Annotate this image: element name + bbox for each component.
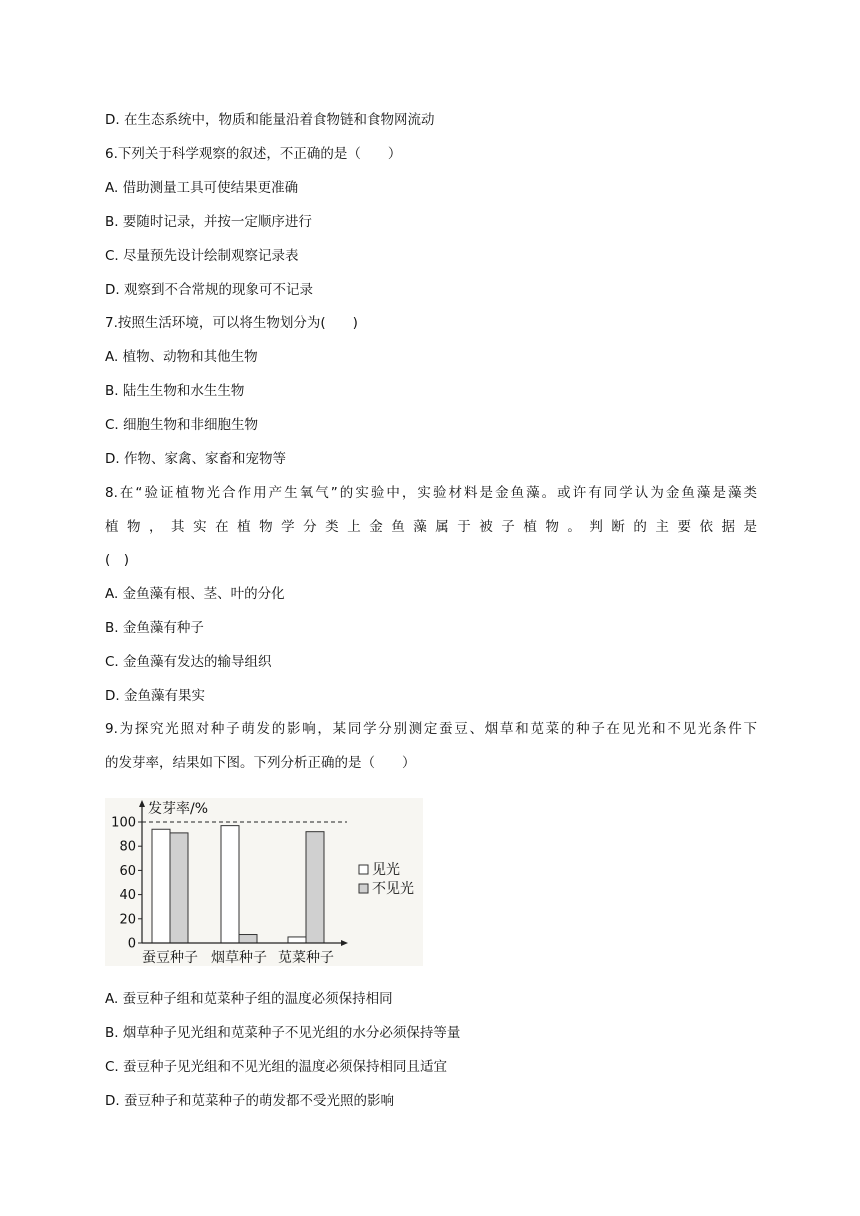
x-tick-label-2: 苋菜种子 bbox=[278, 950, 334, 966]
y-tick-label-2: 40 bbox=[119, 888, 136, 904]
bar-dark-1 bbox=[239, 935, 257, 943]
q6-option-d: D. 观察到不合常规的现象可不记录 bbox=[105, 282, 313, 298]
q9-option-a: A. 蚕豆种子组和苋菜种子组的温度必须保持相同 bbox=[105, 991, 393, 1007]
q9-option-b: B. 烟草种子见光组和苋菜种子不见光组的水分必须保持等量 bbox=[105, 1025, 461, 1041]
x-tick-label-1: 烟草种子 bbox=[211, 950, 267, 966]
q8-stem-line-3: ( ) bbox=[105, 552, 130, 568]
legend-swatch-0 bbox=[359, 865, 368, 874]
x-axis-arrow bbox=[341, 940, 348, 946]
q6-option-b: B. 要随时记录，并按一定顺序进行 bbox=[105, 214, 312, 230]
y-tick-label-0: 0 bbox=[127, 936, 136, 952]
q7-stem: 7.按照生活环境，可以将生物划分为( ) bbox=[105, 315, 358, 331]
q8-stem-line-1: 8.在“验证植物光合作用产生氧气”的实验中，实验材料是金鱼藻。或许有同学认为金鱼藻是藻类 bbox=[105, 485, 757, 501]
y-tick-label-5: 100 bbox=[111, 815, 136, 831]
q8-option-a: A. 金鱼藻有根、茎、叶的分化 bbox=[105, 586, 285, 602]
legend-swatch-1 bbox=[359, 884, 368, 893]
chart-svg bbox=[105, 798, 423, 966]
q6-stem: 6.下列关于科学观察的叙述，不正确的是（ ） bbox=[105, 146, 402, 162]
q9-stem-line-2: 的发芽率，结果如下图。下列分析正确的是（ ） bbox=[105, 755, 416, 771]
y-tick-label-4: 80 bbox=[119, 839, 136, 855]
q6-option-a: A. 借助测量工具可使结果更准确 bbox=[105, 180, 299, 196]
germination-bar-chart bbox=[105, 798, 423, 966]
q7-option-a: A. 植物、动物和其他生物 bbox=[105, 349, 258, 365]
q8-option-d: D. 金鱼藻有果实 bbox=[105, 688, 205, 704]
q7-option-d: D. 作物、家禽、家畜和宠物等 bbox=[105, 451, 286, 467]
y-axis-arrow bbox=[139, 800, 145, 807]
q6-option-c: C. 尽量预先设计绘制观察记录表 bbox=[105, 248, 299, 264]
bar-dark-2 bbox=[306, 832, 324, 943]
bar-light-1 bbox=[221, 826, 239, 943]
q7-option-b: B. 陆生生物和水生生物 bbox=[105, 383, 245, 399]
legend-label-0: 见光 bbox=[372, 862, 400, 878]
q9-option-c: C. 蚕豆种子见光组和不见光组的温度必须保持相同且适宜 bbox=[105, 1059, 448, 1075]
y-tick-label-3: 60 bbox=[119, 863, 136, 879]
bar-dark-0 bbox=[170, 833, 188, 943]
y-tick-label-1: 20 bbox=[119, 912, 136, 928]
x-tick-label-0: 蚕豆种子 bbox=[142, 950, 198, 966]
y-axis-label: 发芽率/% bbox=[148, 801, 209, 817]
q8-stem-line-2: 植物，其实在植物学分类上金鱼藻属于被子植物。判断的主要依据是 bbox=[105, 519, 757, 535]
bar-light-0 bbox=[152, 829, 170, 943]
q9-stem-line-1: 9.为探究光照对种子萌发的影响，某同学分别测定蚕豆、烟草和苋菜的种子在见光和不见光条件下 bbox=[105, 721, 757, 737]
legend-label-1: 不见光 bbox=[372, 881, 414, 897]
q7-option-c: C. 细胞生物和非细胞生物 bbox=[105, 417, 259, 433]
q8-option-b: B. 金鱼藻有种子 bbox=[105, 620, 204, 636]
q5-option-d: D. 在生态系统中，物质和能量沿着食物链和食物网流动 bbox=[105, 112, 435, 128]
q9-option-d: D. 蚕豆种子和苋菜种子的萌发都不受光照的影响 bbox=[105, 1093, 394, 1109]
bar-light-2 bbox=[288, 937, 306, 943]
q8-option-c: C. 金鱼藻有发达的输导组织 bbox=[105, 654, 272, 670]
